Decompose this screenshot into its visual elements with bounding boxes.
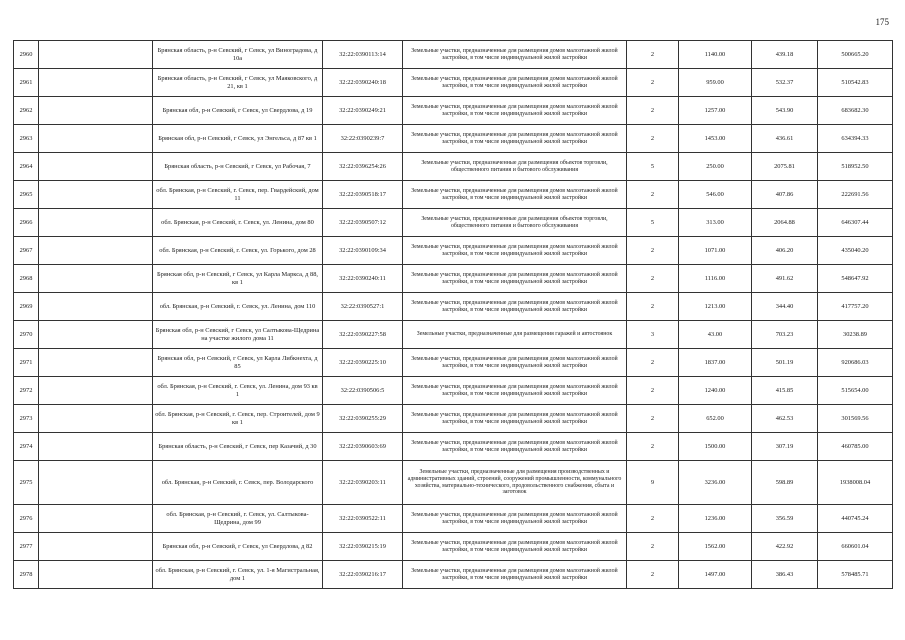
- specific-value-cell: 703.23: [752, 321, 818, 349]
- land-use-cell: Земельные участки, предназначенные для размещения домов малоэтажной жилой застройки, в том числе индивидуальной жилой застройки: [403, 561, 627, 589]
- empty-cell: [39, 533, 153, 561]
- group-cell: 2: [627, 533, 679, 561]
- specific-value-cell: 422.92: [752, 533, 818, 561]
- address-cell: Брянская обл, р-н Севский, г Севск, ул Свердлова, д 19: [153, 97, 323, 125]
- land-use-cell: Земельные участки, предназначенные для размещения домов малоэтажной жилой застройки, в том числе индивидуальной жилой застройки: [403, 97, 627, 125]
- area-cell: 1236.00: [679, 505, 752, 533]
- table-row: [14, 505, 893, 533]
- area-cell: 1116.00: [679, 265, 752, 293]
- area-cell: 3236.00: [679, 461, 752, 505]
- specific-value-cell: 462.53: [752, 405, 818, 433]
- row-number: 2970: [14, 321, 39, 349]
- cadastral-number-cell: 32:22:0390249:21: [323, 97, 403, 125]
- cadastral-number-cell: 32:22:0390603:69: [323, 433, 403, 461]
- area-cell: 546.00: [679, 181, 752, 209]
- group-cell: 5: [627, 153, 679, 181]
- group-cell: 2: [627, 349, 679, 377]
- table-row: [14, 69, 893, 97]
- cadastral-value-cell: 578485.71: [818, 561, 893, 589]
- empty-cell: [39, 321, 153, 349]
- group-cell: 2: [627, 377, 679, 405]
- land-use-cell: Земельные участки, предназначенные для размещения домов малоэтажной жилой застройки, в том числе индивидуальной жилой застройки: [403, 349, 627, 377]
- empty-cell: [39, 461, 153, 505]
- empty-cell: [39, 41, 153, 69]
- land-use-cell: Земельные участки, предназначенные для размещения объектов торговли, общественного питания и бытового обслуживания: [403, 153, 627, 181]
- address-cell: обл. Брянская, р-н Севский, г. Севск, ул. Ленина, дом 93 кв 1: [153, 377, 323, 405]
- cadastral-number-cell: 32:22:0390518:17: [323, 181, 403, 209]
- group-cell: 2: [627, 125, 679, 153]
- row-number: 2961: [14, 69, 39, 97]
- row-number: 2975: [14, 461, 39, 505]
- group-cell: 2: [627, 293, 679, 321]
- address-cell: Брянская область, р-н Севский, г Севск, ул Маяковского, д 21, кв 1: [153, 69, 323, 97]
- specific-value-cell: 439.18: [752, 41, 818, 69]
- land-use-cell: Земельные участки, предназначенные для размещения домов малоэтажной жилой застройки, в том числе индивидуальной жилой застройки: [403, 125, 627, 153]
- cadastral-number-cell: 32:22:0390240:11: [323, 265, 403, 293]
- group-cell: 2: [627, 265, 679, 293]
- row-number: 2964: [14, 153, 39, 181]
- table-row: [14, 561, 893, 589]
- land-use-cell: Земельные участки, предназначенные для размещения объектов торговли, общественного питания и бытового обслуживания: [403, 209, 627, 237]
- area-cell: 1562.00: [679, 533, 752, 561]
- address-cell: Брянская область, р-н Севский, г Севск, ул Виноградова, д 10а: [153, 41, 323, 69]
- row-number: 2967: [14, 237, 39, 265]
- table-row: [14, 237, 893, 265]
- land-use-cell: Земельные участки, предназначенные для размещения домов малоэтажной жилой застройки, в том числе индивидуальной жилой застройки: [403, 433, 627, 461]
- land-use-cell: Земельные участки, предназначенные для размещения домов малоэтажной жилой застройки, в том числе индивидуальной жилой застройки: [403, 69, 627, 97]
- table-row: [14, 405, 893, 433]
- cadastral-number-cell: 32:22:0390227:58: [323, 321, 403, 349]
- table-row: [14, 293, 893, 321]
- table-row: [14, 377, 893, 405]
- table-row: [14, 461, 893, 505]
- group-cell: 2: [627, 433, 679, 461]
- address-cell: обл. Брянская, р-н Севский, г. Севск, ул. 1-я Магистральная, дом 1: [153, 561, 323, 589]
- address-cell: Брянская обл, р-н Севский, г Севск, ул Карла Либкнехта, д 85: [153, 349, 323, 377]
- specific-value-cell: 307.19: [752, 433, 818, 461]
- address-cell: обл. Брянская, р-н Севский, г. Севск, ул. Ленина, дом 110: [153, 293, 323, 321]
- cadastral-number-cell: 32:22:0390109:34: [323, 237, 403, 265]
- land-use-cell: Земельные участки, предназначенные для размещения домов малоэтажной жилой застройки, в том числе индивидуальной жилой застройки: [403, 505, 627, 533]
- cadastral-value-cell: 1938008.04: [818, 461, 893, 505]
- row-number: 2965: [14, 181, 39, 209]
- row-number: 2962: [14, 97, 39, 125]
- empty-cell: [39, 97, 153, 125]
- group-cell: 3: [627, 321, 679, 349]
- cadastral-number-cell: 32:22:0390203:11: [323, 461, 403, 505]
- cadastral-value-cell: 515654.00: [818, 377, 893, 405]
- cadastral-number-cell: 32:22:0396254:26: [323, 153, 403, 181]
- address-cell: обл. Брянская, р-н Севский, г. Севск, ул. Ленина, дом 80: [153, 209, 323, 237]
- row-number: 2968: [14, 265, 39, 293]
- land-use-cell: Земельные участки, предназначенные для размещения домов малоэтажной жилой застройки, в том числе индивидуальной жилой застройки: [403, 41, 627, 69]
- specific-value-cell: 436.61: [752, 125, 818, 153]
- table-row: [14, 41, 893, 69]
- group-cell: 2: [627, 505, 679, 533]
- cadastral-number-cell: 32:22:0390225:10: [323, 349, 403, 377]
- group-cell: 9: [627, 461, 679, 505]
- table-row: [14, 97, 893, 125]
- group-cell: 2: [627, 69, 679, 97]
- cadastral-value-cell: 510542.83: [818, 69, 893, 97]
- cadastral-number-cell: 32:22:0390239:7: [323, 125, 403, 153]
- cadastral-number-cell: 32:22:0390255:29: [323, 405, 403, 433]
- specific-value-cell: 406.20: [752, 237, 818, 265]
- area-cell: 1240.00: [679, 377, 752, 405]
- area-cell: 1140.00: [679, 41, 752, 69]
- empty-cell: [39, 405, 153, 433]
- cadastral-number-cell: 32:22:0390216:17: [323, 561, 403, 589]
- group-cell: 5: [627, 209, 679, 237]
- row-number: 2966: [14, 209, 39, 237]
- cadastral-value-cell: 222691.56: [818, 181, 893, 209]
- land-use-cell: Земельные участки, предназначенные для размещения домов малоэтажной жилой застройки, в том числе индивидуальной жилой застройки: [403, 533, 627, 561]
- cadastral-number-cell: 32:22:0390113:14: [323, 41, 403, 69]
- area-cell: 1837.00: [679, 349, 752, 377]
- group-cell: 2: [627, 97, 679, 125]
- empty-cell: [39, 181, 153, 209]
- area-cell: 313.00: [679, 209, 752, 237]
- row-number: 2978: [14, 561, 39, 589]
- specific-value-cell: 356.59: [752, 505, 818, 533]
- row-number: 2971: [14, 349, 39, 377]
- empty-cell: [39, 433, 153, 461]
- land-use-cell: Земельные участки, предназначенные для размещения домов малоэтажной жилой застройки, в том числе индивидуальной жилой застройки: [403, 181, 627, 209]
- area-cell: 1213.00: [679, 293, 752, 321]
- cadastral-value-table: [13, 40, 893, 589]
- land-use-cell: Земельные участки, предназначенные для размещения домов малоэтажной жилой застройки, в том числе индивидуальной жилой застройки: [403, 293, 627, 321]
- specific-value-cell: 598.89: [752, 461, 818, 505]
- specific-value-cell: 2064.88: [752, 209, 818, 237]
- empty-cell: [39, 69, 153, 97]
- row-number: 2973: [14, 405, 39, 433]
- cadastral-value-cell: 435040.20: [818, 237, 893, 265]
- table-row: [14, 125, 893, 153]
- row-number: 2972: [14, 377, 39, 405]
- specific-value-cell: 501.19: [752, 349, 818, 377]
- cadastral-value-cell: 920686.03: [818, 349, 893, 377]
- group-cell: 2: [627, 41, 679, 69]
- address-cell: обл. Брянская, р-н Севский, г. Севск, пер. Гвардейский, дом 11: [153, 181, 323, 209]
- address-cell: обл. Брянская, р-н Севский, г. Севск, ул. Салтыкова-Щедрина, дом 99: [153, 505, 323, 533]
- empty-cell: [39, 293, 153, 321]
- empty-cell: [39, 349, 153, 377]
- area-cell: 1497.00: [679, 561, 752, 589]
- specific-value-cell: 344.40: [752, 293, 818, 321]
- address-cell: обл. Брянская, р-н Севский, г. Севск, ул. Горького, дом 28: [153, 237, 323, 265]
- table-row: [14, 533, 893, 561]
- empty-cell: [39, 153, 153, 181]
- address-cell: Брянская обл, р-н Севский, г Севск, ул Салтыкова-Щедрина на участке жилого дома 11: [153, 321, 323, 349]
- cadastral-value-cell: 660601.04: [818, 533, 893, 561]
- empty-cell: [39, 505, 153, 533]
- cadastral-value-cell: 634394.33: [818, 125, 893, 153]
- cadastral-value-cell: 30238.89: [818, 321, 893, 349]
- cadastral-value-cell: 440745.24: [818, 505, 893, 533]
- empty-cell: [39, 209, 153, 237]
- specific-value-cell: 491.62: [752, 265, 818, 293]
- row-number: 2974: [14, 433, 39, 461]
- empty-cell: [39, 265, 153, 293]
- address-cell: обл. Брянская, р-н Севский, г. Севск, пер. Володарского: [153, 461, 323, 505]
- specific-value-cell: 407.86: [752, 181, 818, 209]
- specific-value-cell: 386.43: [752, 561, 818, 589]
- cadastral-number-cell: 32:22:0390506:5: [323, 377, 403, 405]
- empty-cell: [39, 237, 153, 265]
- group-cell: 2: [627, 405, 679, 433]
- area-cell: 1500.00: [679, 433, 752, 461]
- address-cell: Брянская область, р-н Севский, г Севск, пер Казачий, д 30: [153, 433, 323, 461]
- cadastral-value-cell: 301569.56: [818, 405, 893, 433]
- specific-value-cell: 532.37: [752, 69, 818, 97]
- address-cell: Брянская обл, р-н Севский, г Севск, ул Карла Маркса, д 88, кв 1: [153, 265, 323, 293]
- address-cell: Брянская обл, р-н Севский, г Севск, ул Энгельса, д 87 кв 1: [153, 125, 323, 153]
- cadastral-number-cell: 32:22:0390507:12: [323, 209, 403, 237]
- cadastral-number-cell: 32:22:0390240:18: [323, 69, 403, 97]
- group-cell: 2: [627, 237, 679, 265]
- row-number: 2969: [14, 293, 39, 321]
- specific-value-cell: 543.90: [752, 97, 818, 125]
- area-cell: 43.00: [679, 321, 752, 349]
- land-use-cell: Земельные участки, предназначенные для размещения производственных и административных зданий, строений, сооружений промышленности, коммунального хозяйства, материально-технического, продовольственного снабжения, сбыта и заготовок: [403, 461, 627, 505]
- empty-cell: [39, 125, 153, 153]
- row-number: 2977: [14, 533, 39, 561]
- cadastral-number-cell: 32:22:0390215:19: [323, 533, 403, 561]
- area-cell: 1071.00: [679, 237, 752, 265]
- table-row: [14, 433, 893, 461]
- land-use-cell: Земельные участки, предназначенные для размещения домов малоэтажной жилой застройки, в том числе индивидуальной жилой застройки: [403, 377, 627, 405]
- address-cell: Брянская обл, р-н Севский, г Севск, ул Свердлова, д 82: [153, 533, 323, 561]
- address-cell: Брянская область, р-н Севский, г Севск, ул Рабочая, 7: [153, 153, 323, 181]
- table-row: [14, 265, 893, 293]
- row-number: 2976: [14, 505, 39, 533]
- cadastral-value-cell: 518952.50: [818, 153, 893, 181]
- land-use-cell: Земельные участки, предназначенные для размещения домов малоэтажной жилой застройки, в том числе индивидуальной жилой застройки: [403, 237, 627, 265]
- land-use-cell: Земельные участки, предназначенные для размещения домов малоэтажной жилой застройки, в том числе индивидуальной жилой застройки: [403, 405, 627, 433]
- group-cell: 2: [627, 561, 679, 589]
- table-row: [14, 349, 893, 377]
- cadastral-value-cell: 460785.00: [818, 433, 893, 461]
- area-cell: 652.00: [679, 405, 752, 433]
- area-cell: 959.00: [679, 69, 752, 97]
- row-number: 2960: [14, 41, 39, 69]
- table-row: [14, 153, 893, 181]
- page-number: 175: [875, 17, 889, 27]
- address-cell: обл. Брянская, р-н Севский, г. Севск, пер. Строителей, дом 9 кв 1: [153, 405, 323, 433]
- area-cell: 250.00: [679, 153, 752, 181]
- cadastral-value-cell: 646307.44: [818, 209, 893, 237]
- cadastral-value-cell: 500665.20: [818, 41, 893, 69]
- empty-cell: [39, 561, 153, 589]
- empty-cell: [39, 377, 153, 405]
- row-number: 2963: [14, 125, 39, 153]
- cadastral-number-cell: 32:22:0390522:11: [323, 505, 403, 533]
- cadastral-value-cell: 417757.20: [818, 293, 893, 321]
- specific-value-cell: 415.85: [752, 377, 818, 405]
- table-row: [14, 209, 893, 237]
- area-cell: 1453.00: [679, 125, 752, 153]
- land-use-cell: Земельные участки, предназначенные для размещения гаражей и автостоянок: [403, 321, 627, 349]
- group-cell: 2: [627, 181, 679, 209]
- table-row: [14, 321, 893, 349]
- cadastral-value-cell: 548647.92: [818, 265, 893, 293]
- cadastral-value-cell: 683682.30: [818, 97, 893, 125]
- land-use-cell: Земельные участки, предназначенные для размещения домов малоэтажной жилой застройки, в том числе индивидуальной жилой застройки: [403, 265, 627, 293]
- table-row: [14, 181, 893, 209]
- area-cell: 1257.00: [679, 97, 752, 125]
- cadastral-number-cell: 32:22:0390527:1: [323, 293, 403, 321]
- specific-value-cell: 2075.81: [752, 153, 818, 181]
